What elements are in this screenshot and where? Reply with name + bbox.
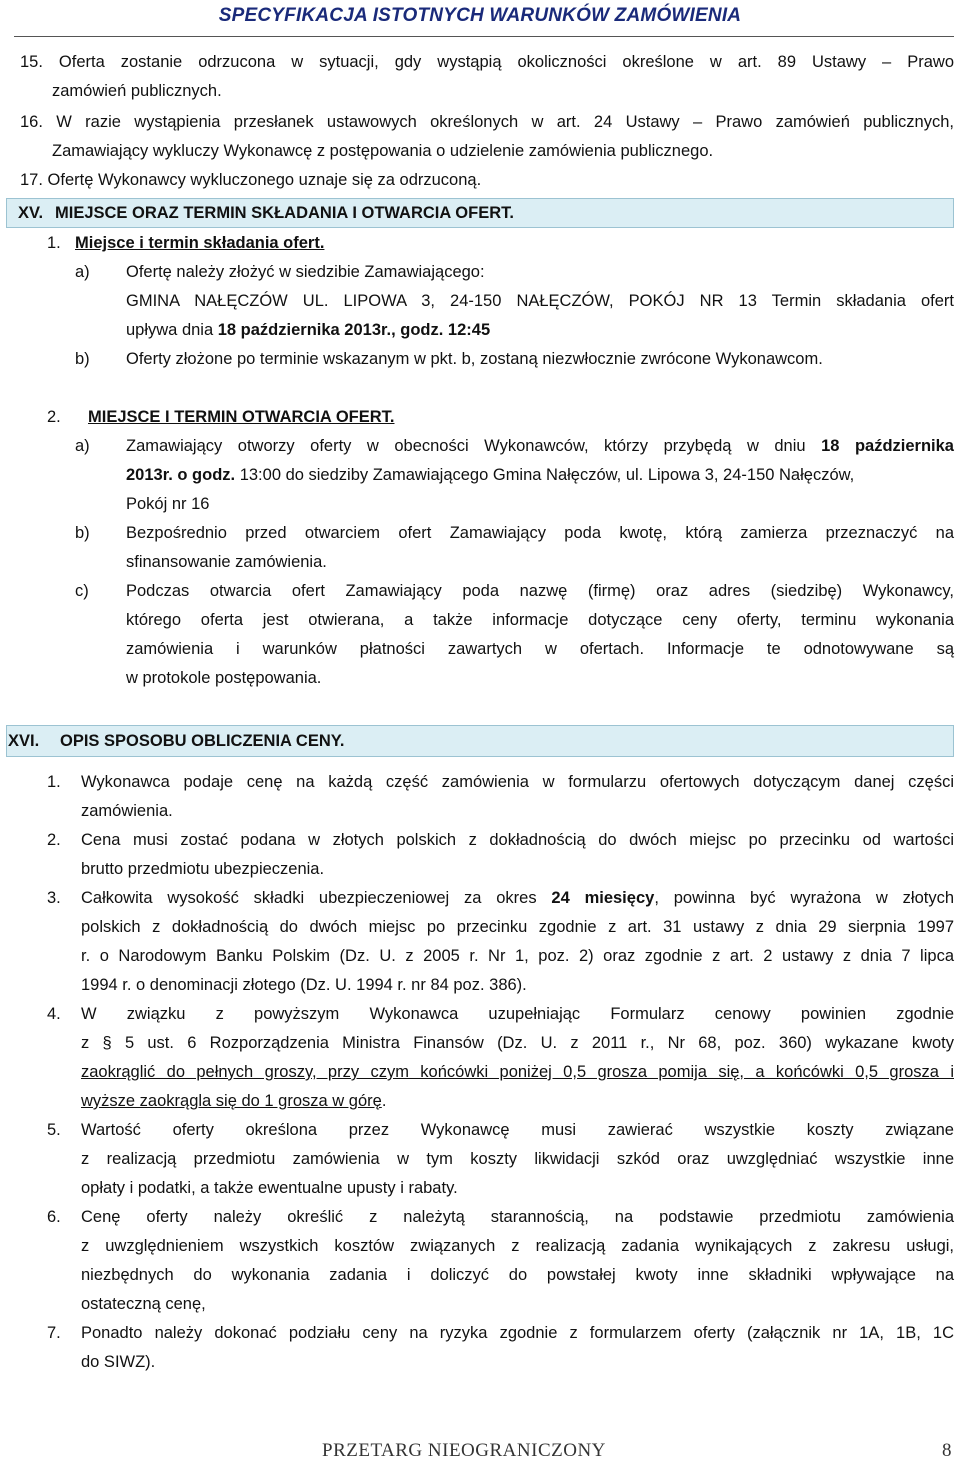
price-item-2-number: 2. <box>47 831 61 849</box>
price-item-4-line4: wyższe zaokrągla się do 1 grosza w górę. <box>81 1092 387 1110</box>
price-item-3-line2: polskich z dokładnością do dwóch miejsc po przecinku zgodnie z art. 31 ustawy z dnia 29 sierpnia 1997 <box>81 918 954 936</box>
price-item-1-number: 1. <box>47 773 61 791</box>
price-item-4-line3: zaokrąglić do pełnych groszy, przy czym końcówki poniżej 0,5 grosza pomija się, a końcówki 0,5 grosza i <box>81 1063 954 1081</box>
item-a-label: a) <box>75 263 90 281</box>
paragraph-17: 17. Ofertę Wykonawcy wykluczonego uznaje się za odrzuconą. <box>20 171 482 189</box>
price-item-3-line4: 1994 r. o denominacji złotego (Dz. U. 1994 r. nr 84 poz. 386). <box>81 976 527 994</box>
section-xv-number: XV. <box>18 204 44 222</box>
paragraph-15-line1: 15. Oferta zostanie odrzucona w sytuacji, gdy wystąpią okoliczności określone w art. 89 Ustawy – Prawo <box>20 53 954 71</box>
subsection-1-title: Miejsce i termin składania ofert. <box>75 234 325 252</box>
price-item-7-line2: do SIWZ). <box>81 1353 156 1371</box>
price-item-4-line1: W związku z powyższym Wykonawca uzupełniając Formularz cenowy powinien zgodnie <box>81 1005 954 1023</box>
item-a-address: GMINA NAŁĘCZÓW UL. LIPOWA 3, 24-150 NAŁĘCZÓW, POKÓJ NR 13 Termin składania ofert <box>126 292 954 310</box>
section-xvi-title: OPIS SPOSOBU OBLICZENIA CENY. <box>60 732 345 750</box>
item-b-text: Oferty złożone po terminie wskazanym w pkt. b, zostaną niezwłocznie zwrócone Wykonawcom. <box>126 350 823 368</box>
price-item-6-line2: z uwzględnieniem wszystkich kosztów związanych z realizacją zadania wynikających z zakresu usługi, <box>81 1237 954 1255</box>
section-xv-title: MIEJSCE ORAZ TERMIN SKŁADANIA I OTWARCIA OFERT. <box>55 204 514 222</box>
section-xvi-number: XVI. <box>8 732 40 750</box>
item-a-text: Ofertę należy złożyć w siedzibie Zamawiającego: <box>126 263 485 281</box>
item-2b-line2: sfinansowanie zamówienia. <box>126 553 327 571</box>
price-item-6-line4: ostateczną cenę, <box>81 1295 206 1313</box>
price-item-5-line2: z realizacją przedmiotu zamówienia w tym koszty likwidacji szkód oraz uwzględniać wszystkie inne <box>81 1150 954 1168</box>
item-2c-line2: którego oferta jest otwierana, a także informacje dotyczące ceny oferty, terminu wykonania <box>126 611 954 629</box>
price-item-5-number: 5. <box>47 1121 61 1139</box>
price-item-7-number: 7. <box>47 1324 61 1342</box>
item-2c-line1: Podczas otwarcia ofert Zamawiający poda nazwę (firmę) oraz adres (siedzibę) Wykonawcy, <box>126 582 954 600</box>
item-a-deadline: upływa dnia 18 października 2013r., godz. 12:45 <box>126 321 491 339</box>
price-item-2-line2: brutto przedmiotu ubezpieczenia. <box>81 860 325 878</box>
item-2b-label: b) <box>75 524 90 542</box>
header-rule <box>14 36 954 37</box>
paragraph-15-line2: zamówień publicznych. <box>52 82 222 100</box>
price-item-4-number: 4. <box>47 1005 61 1023</box>
price-item-2-line1: Cena musi zostać podana w złotych polskich z dokładnością do dwóch miejsc po przecinku od wartości <box>81 831 954 849</box>
subsection-2-number: 2. <box>47 408 61 426</box>
item-2c-line4: w protokole postępowania. <box>126 669 322 687</box>
item-2a-line2: 2013r. o godz. 13:00 do siedziby Zamawiającego Gmina Nałęczów, ul. Lipowa 3, 24-150 Nałęczów, <box>126 466 855 484</box>
price-item-1-line2: zamówienia. <box>81 802 173 820</box>
item-2a-label: a) <box>75 437 90 455</box>
item-2c-label: c) <box>75 582 89 600</box>
paragraph-16-line1: 16. W razie wystąpienia przesłanek ustawowych określonych w art. 24 Ustawy – Prawo zamówień publicznych, <box>20 113 954 131</box>
price-item-6-line1: Cenę oferty należy określić z należytą starannością, na podstawie przedmiotu zamówienia <box>81 1208 954 1226</box>
item-2c-line3: zamówienia i warunków płatności zawartych w ofertach. Informacje te odnotowywane są <box>126 640 954 658</box>
subsection-1-number: 1. <box>47 234 61 252</box>
price-item-3-line3: r. o Narodowym Banku Polskim (Dz. U. z 2005 r. Nr 1, poz. 2) oraz zgodnie z art. 2 ustawy z dnia 7 lipca <box>81 947 954 965</box>
page-footer-label: PRZETARG NIEOGRANICZONY <box>322 1440 606 1461</box>
item-2b-line1: Bezpośrednio przed otwarciem ofert Zamawiający poda kwotę, którą zamierza przeznaczyć na <box>126 524 954 542</box>
item-2a-line1: Zamawiający otworzy oferty w obecności Wykonawców, którzy przybędą w dniu 18 października <box>126 437 954 455</box>
item-b-label: b) <box>75 350 90 368</box>
price-item-6-number: 6. <box>47 1208 61 1226</box>
price-item-7-line1: Ponadto należy dokonać podziału ceny na ryzyka zgodnie z formularzem oferty (załącznik nr 1A, 1B, 1C <box>81 1324 954 1342</box>
price-item-6-line3: niezbędnych do wykonania zadania i doliczyć do powstałej kwoty inne składniki wpływające na <box>81 1266 954 1284</box>
subsection-2-title: MIEJSCE I TERMIN OTWARCIA OFERT. <box>88 408 395 426</box>
price-item-5-line1: Wartość oferty określona przez Wykonawcę musi zawierać wszystkie koszty związane <box>81 1121 954 1139</box>
price-item-1-line1: Wykonawca podaje cenę na każdą część zamówienia w formularzu ofertowych dotyczącym danej części <box>81 773 954 791</box>
price-item-3-number: 3. <box>47 889 61 907</box>
item-2a-line3: Pokój nr 16 <box>126 495 210 513</box>
page-number: 8 <box>942 1440 952 1461</box>
price-item-4-line2: z § 5 ust. 6 Rozporządzenia Ministra Finansów (Dz. U. z 2011 r., Nr 68, poz. 360) wykazane kwoty <box>81 1034 954 1052</box>
page-header: SPECYFIKACJA ISTOTNYCH WARUNKÓW ZAMÓWIENIA <box>218 5 742 26</box>
price-item-5-line3: opłaty i podatki, a także ewentualne upusty i rabaty. <box>81 1179 458 1197</box>
price-item-3-line1: Całkowita wysokość składki ubezpieczeniowej za okres 24 miesięcy, powinna być wyrażona w złotych <box>81 889 955 907</box>
paragraph-16-line2: Zamawiający wykluczy Wykonawcę z postępowania o udzielenie zamówienia publicznego. <box>52 142 714 160</box>
